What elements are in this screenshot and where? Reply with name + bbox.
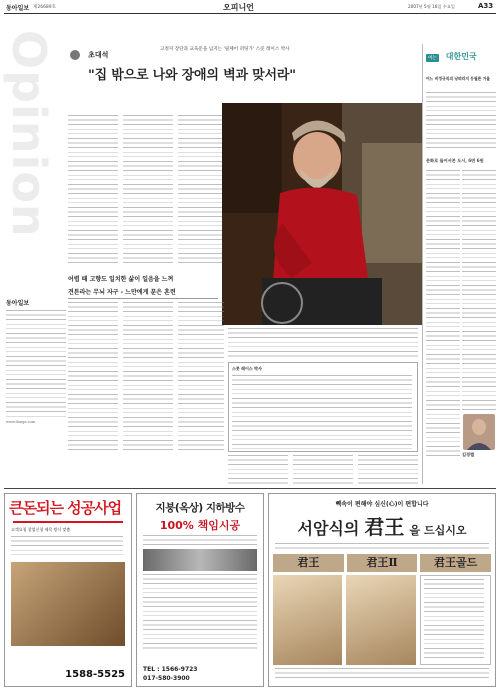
column-tag: 여는	[428, 56, 437, 61]
column-body-1	[426, 92, 496, 152]
issue-date: 2007년 5월 16일 수요일	[408, 4, 455, 9]
ad3-headline	[273, 511, 491, 540]
avatar-icon	[70, 50, 80, 60]
feature-name: 초대석	[88, 49, 109, 59]
ad1-headline: 큰돈되는 성공사업	[9, 499, 122, 517]
ad2-headline: 지붕(옥상) 지하방수	[155, 502, 245, 514]
sidebar-url: www.donga.com	[6, 420, 36, 424]
feature-body-col2b	[123, 302, 173, 452]
feature-body-col1b	[68, 302, 118, 452]
ad1-phone: 1588-5525	[65, 669, 125, 680]
feature-body-col6	[358, 455, 418, 485]
feature-body-col3b	[178, 302, 224, 452]
ad1-body: 고객요청 창업신청 제목 방식 맞춤	[11, 526, 71, 532]
feature-body-col5	[293, 455, 353, 485]
feature-body-col4	[228, 455, 288, 485]
feature-photo	[222, 103, 422, 325]
masthead: 동아일보	[6, 5, 30, 12]
ad-waterproof[interactable]	[136, 493, 264, 687]
ad2-headline2: 100% 책임시공	[159, 519, 241, 532]
profile-box-title: 스콧 레이스 박사	[232, 366, 262, 371]
ad3-headline-prefix: 서암식의	[297, 519, 360, 538]
ad2-tel: TEL : 1566-9723	[143, 666, 198, 673]
header	[0, 0, 500, 16]
feature-body-col1	[68, 115, 118, 267]
ad3-product-row	[273, 554, 491, 572]
ad3-tagline: 빽속이 편해야 심신(心)이 편합니다	[335, 501, 429, 508]
column-body-2	[426, 170, 460, 460]
feature-subtitle: 고정지 장단과 교육문을 넘지는 '필체어 퍼팅가' 스콧 레이스 박사	[160, 47, 290, 52]
section-title: 오피니언	[223, 3, 254, 12]
ad-startup[interactable]	[4, 493, 132, 687]
sidebar-logo-text: 동아일보	[6, 300, 30, 307]
ad3-headline-main: 君王	[364, 515, 405, 539]
ad3-product-1: 君王	[273, 554, 344, 572]
ad3-product-2: 君王Ⅱ	[347, 554, 418, 572]
headline: "집 밖으로 나와 장애의 벽과 맞서라"	[88, 68, 296, 83]
column-title: 대한민국	[445, 51, 477, 61]
column-body-3	[462, 170, 496, 410]
column-section-heading: 문화로 들어서본 도시, 6면 6원	[426, 158, 484, 163]
ad2-mobile: 017-580-3900	[143, 675, 190, 682]
ad3-headline-suffix: 을 드십시오	[409, 524, 467, 537]
ad2-image	[143, 549, 257, 571]
feature-body-col2	[123, 115, 173, 267]
ad-herbal[interactable]	[268, 493, 496, 687]
author-photo	[463, 414, 495, 450]
feature-subhead-1: 어렵 때 고향도 일치한 삶이 일음을 느껴	[68, 276, 174, 283]
profile-box	[228, 362, 418, 452]
feature-subhead-2: 견튼라는 무뇌 자구 - 느만에게 푼은 혼련	[68, 289, 176, 296]
feature-body-col3	[178, 115, 224, 267]
ad3-product-3: 君王골드	[420, 554, 491, 572]
ad3-product-images	[273, 575, 491, 665]
page-number: A33	[478, 2, 494, 10]
column-header	[426, 44, 496, 72]
portrait-illustration	[222, 103, 422, 325]
author-avatar-icon	[463, 414, 495, 450]
issue-number: 제26689호	[33, 5, 57, 10]
sidebar-logo	[6, 298, 68, 418]
column-subtitle: 어느 비정규직의 낭떠러지 등필론 거울	[426, 76, 490, 81]
ad1-image	[11, 562, 125, 646]
author-name: 김경렬	[462, 452, 475, 457]
photo-caption-block	[228, 328, 418, 360]
opinion-vertical-label: Opinion	[2, 30, 56, 238]
